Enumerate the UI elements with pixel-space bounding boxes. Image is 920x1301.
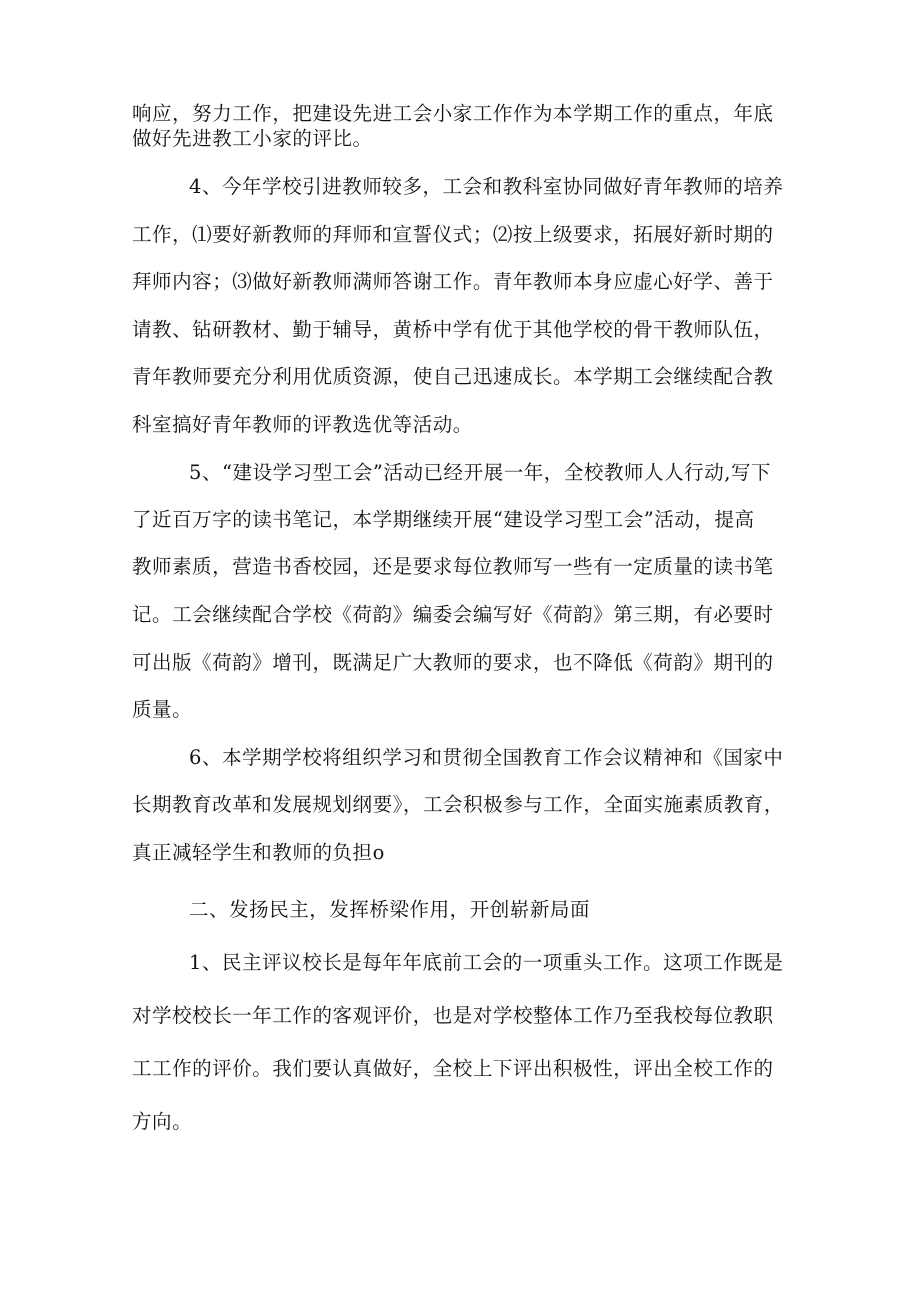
text-line: 方向。 xyxy=(132,1110,193,1133)
text-line: 可出版《荷韵》增刊，既满足广大教师的要求，也不降低《荷韵》期刊的 xyxy=(132,651,774,674)
text-line: 教师素质，营造书香校园，还是要求每位教师写一些有一定质量的读书笔 xyxy=(132,555,774,578)
text-line: 长期教育改革和发展规划纲要》，工会积极参与工作，全面实施素质教育， xyxy=(132,793,784,816)
text-line: 请教、钻研教材、勤于辅导，黄桥中学有优于其他学校的骨干教师队伍， xyxy=(132,318,774,341)
text-line: 青年教师要充分利用优质资源，使自己迅速成长。本学期工会继续配合教 xyxy=(132,365,774,388)
text-line: 了近百万字的读书笔记，本学期继续开展“建设学习型工会”活动，提高 xyxy=(132,508,755,531)
section-heading: 二、发扬民主，发挥桥梁作用，开创崭新局面 xyxy=(189,898,591,921)
text-line: 5、“建设学习型工会”活动已经开展一年，全校教师人人行动,写下 xyxy=(189,461,772,484)
text-line: 科室搞好青年教师的评教选优等活动。 xyxy=(132,413,473,436)
text-line: 工工作的评价。我们要认真做好，全校上下评出积极性，评出全校工作的 xyxy=(132,1057,774,1080)
text-line: 工作，⑴要好新教师的拜师和宣誓仪式；⑵按上级要求，拓展好新时期的 xyxy=(132,223,774,246)
text-line: 真正减轻学生和教师的负担o xyxy=(132,841,385,864)
text-line: 6、本学期学校将组织学习和贯彻全国教育工作会议精神和《国家中 xyxy=(189,746,784,769)
text-line: 1、民主评议校长是每年年底前工会的一项重头工作。这项工作既是 xyxy=(189,951,784,974)
text-line: 记。工会继续配合学校《荷韵》编委会编写好《荷韵》第三期，有必要时 xyxy=(132,603,774,626)
text-line: 做好先进教工小家的评比。 xyxy=(132,127,373,150)
text-line: 响应，努力工作，把建设先进工会小家工作作为本学期工作的重点，年底 xyxy=(132,102,774,125)
text-line: 拜师内容；⑶做好新教师满师答谢工作。青年教师本身应虚心好学、善于 xyxy=(132,270,774,293)
text-line: 4、今年学校引进教师较多，工会和教科室协同做好青年教师的培养 xyxy=(189,175,784,198)
text-line: 对学校校长一年工作的客观评价，也是对学校整体工作乃至我校每位教职 xyxy=(132,1004,774,1027)
text-line: 质量。 xyxy=(132,698,193,721)
